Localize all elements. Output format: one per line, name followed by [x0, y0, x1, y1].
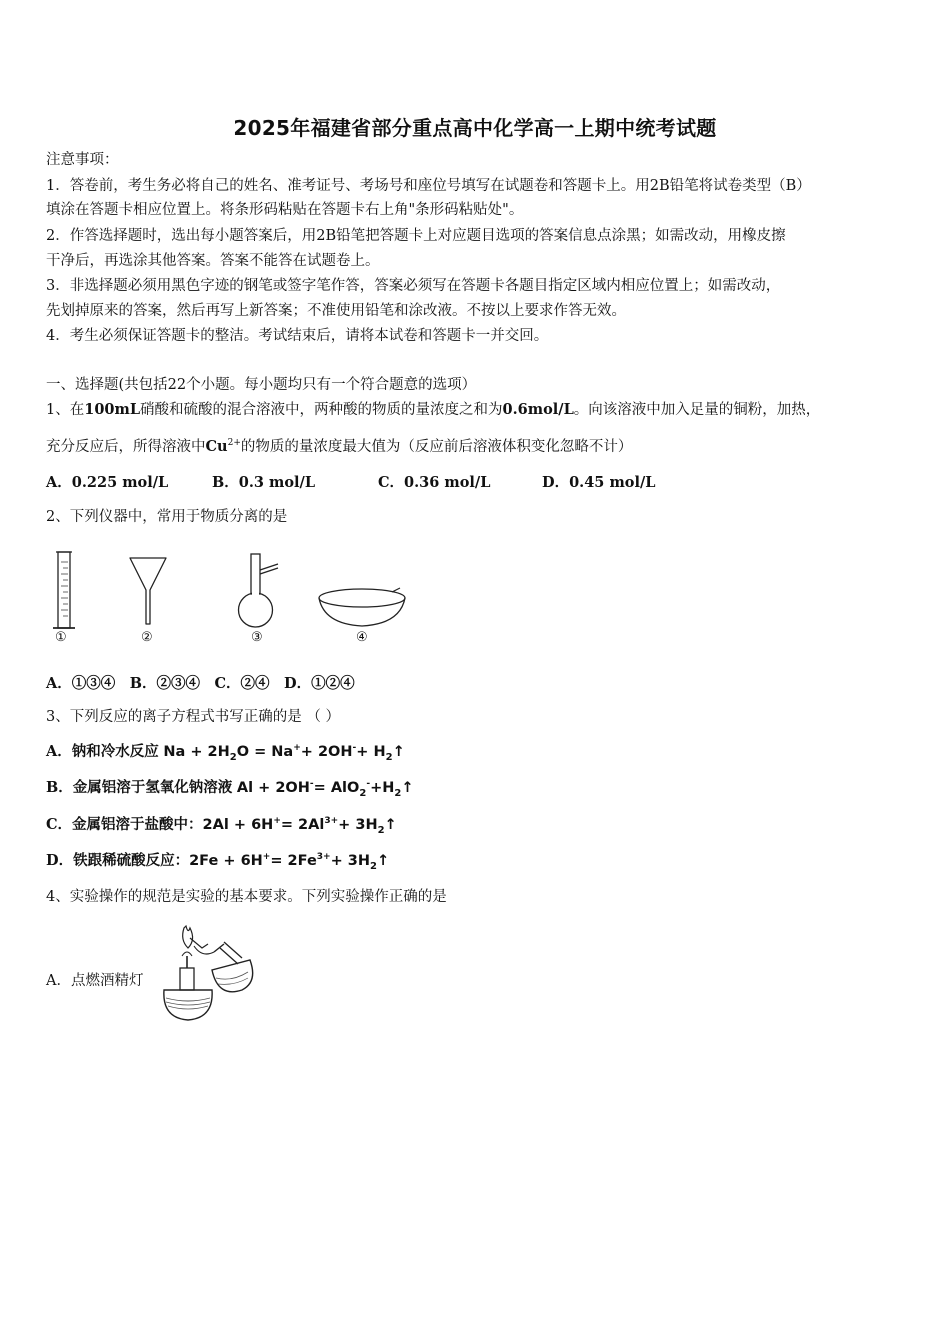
- q1-concentration: 0.6mol/L: [502, 401, 574, 418]
- q3-option-c[interactable]: [46, 815, 397, 835]
- figure-label-2: ②: [141, 630, 153, 645]
- q3-option-d[interactable]: [46, 851, 389, 871]
- q1-option-b[interactable]: B．0.3 mol/L: [212, 474, 316, 491]
- alcohol-lamp-icon: [158, 918, 258, 1024]
- q1-ion-charge: 2+: [227, 438, 241, 449]
- q1-stem-line-1: [46, 400, 820, 420]
- notice-line-7: 4．考生必须保证答题卡的整洁。考试结束后，请将本试卷和答题卡一并交回。: [46, 328, 549, 344]
- section-heading: 一、选择题(共包括22个小题。每小题均只有一个符合题意的选项）: [46, 377, 477, 393]
- figure-label-4: ④: [356, 630, 368, 645]
- graduated-cylinder-figure: [50, 548, 80, 648]
- q3-b-equation: $Al + 2OH^-= AlO_2^-+H_2↑$: [236, 779, 414, 799]
- figure-label-3: ③: [251, 630, 263, 645]
- q2-stem: 2、下列仪器中，常用于物质分离的是: [46, 509, 288, 525]
- q1-volume: 100mL: [84, 401, 141, 418]
- q3-b-text: B．金属铝溶于氢氧化钠溶液: [46, 779, 233, 796]
- q1-option-d[interactable]: D．0.45 mol/L: [542, 474, 656, 491]
- q1-stem-line-2: [46, 437, 632, 457]
- q1-text: 1、在: [46, 402, 85, 418]
- alcohol-lamp-figure: [158, 918, 258, 1028]
- q3-option-a[interactable]: [46, 742, 405, 762]
- q1-option-c[interactable]: C．0.36 mol/L: [378, 474, 491, 491]
- q4-stem: 4、实验操作的规范是实验的基本要求。下列实验操作正确的是: [46, 889, 447, 905]
- page-title: 2025年福建省部分重点高中化学高一上期中统考试题: [233, 116, 717, 140]
- notice-line-6: 先划掉原来的答案，然后再写上新答案；不准使用铅笔和涂改液。不按以上要求作答无效。: [46, 303, 626, 319]
- q3-d-equation: $2Fe + 6H^+= 2Fe^{3+}+$ $3H_2↑$: [189, 852, 390, 872]
- q3-d-text: D．铁跟稀硫酸反应：: [46, 852, 190, 869]
- notice-line-1: 1．答卷前，考生务必将自己的姓名、准考证号、考场号和座位号填写在试题卷和答题卡上。用2B铅笔将试卷类型（B）: [46, 178, 811, 194]
- q3-option-b[interactable]: [46, 778, 413, 798]
- notice-heading: 注意事项：: [46, 152, 119, 168]
- figure-label-1: ①: [55, 630, 67, 645]
- q1-ion: Cu: [205, 438, 228, 455]
- notice-line-3: 2．作答选择题时，选出每小题答案后，用2B铅笔把答题卡上对应题目选项的答案信息点涂黑；如需改动，用橡皮擦: [46, 228, 786, 244]
- notice-line-2: 填涂在答题卡相应位置上。将条形码粘贴在答题卡右上角"条形码粘贴处"。: [46, 202, 524, 218]
- q1-text: 。向该溶液中加入足量的铜粉，加热，: [573, 402, 821, 418]
- evaporating-dish-figure: [316, 548, 410, 648]
- q1-text: 充分反应后，所得溶液中: [46, 439, 206, 455]
- q3-stem: 3、下列反应的离子方程式书写正确的是 （ ）: [46, 709, 340, 725]
- notice-line-5: 3．非选择题必须用黑色字迹的钢笔或签字笔作答，答案必须写在答题卡各题目指定区域内相应位置上；如需改动，: [46, 278, 781, 294]
- notice-line-4: 干净后，再选涂其他答案。答案不能答在试题卷上。: [46, 253, 380, 269]
- distillation-flask-figure: [232, 548, 286, 648]
- q3-c-equation: $2Al + 6H^+= 2Al^{3+}+$ $3H_2↑$: [202, 816, 397, 836]
- q3-c-text: C．金属铝溶于盐酸中：: [46, 816, 203, 833]
- funnel-figure: [126, 548, 170, 648]
- q1-text: 的物质的量浓度最大值为（反应前后溶液体积变化忽略不计）: [240, 439, 633, 455]
- q1-option-a[interactable]: A．0.225 mol/L: [46, 474, 169, 491]
- q1-text: 硝酸和硫酸的混合溶液中，两种酸的物质的量浓度之和为: [140, 402, 503, 418]
- q3-a-text: A．钠和冷水反应: [46, 743, 159, 760]
- q3-a-equation: $Na + 2H_2O = Na^++ 2OH^-+$ $H_2↑$: [163, 743, 405, 763]
- q2-options[interactable]: A．①③④ B．②③④ C．②④ D．①②④: [46, 675, 355, 692]
- q4-option-a[interactable]: A．点燃酒精灯: [46, 973, 144, 989]
